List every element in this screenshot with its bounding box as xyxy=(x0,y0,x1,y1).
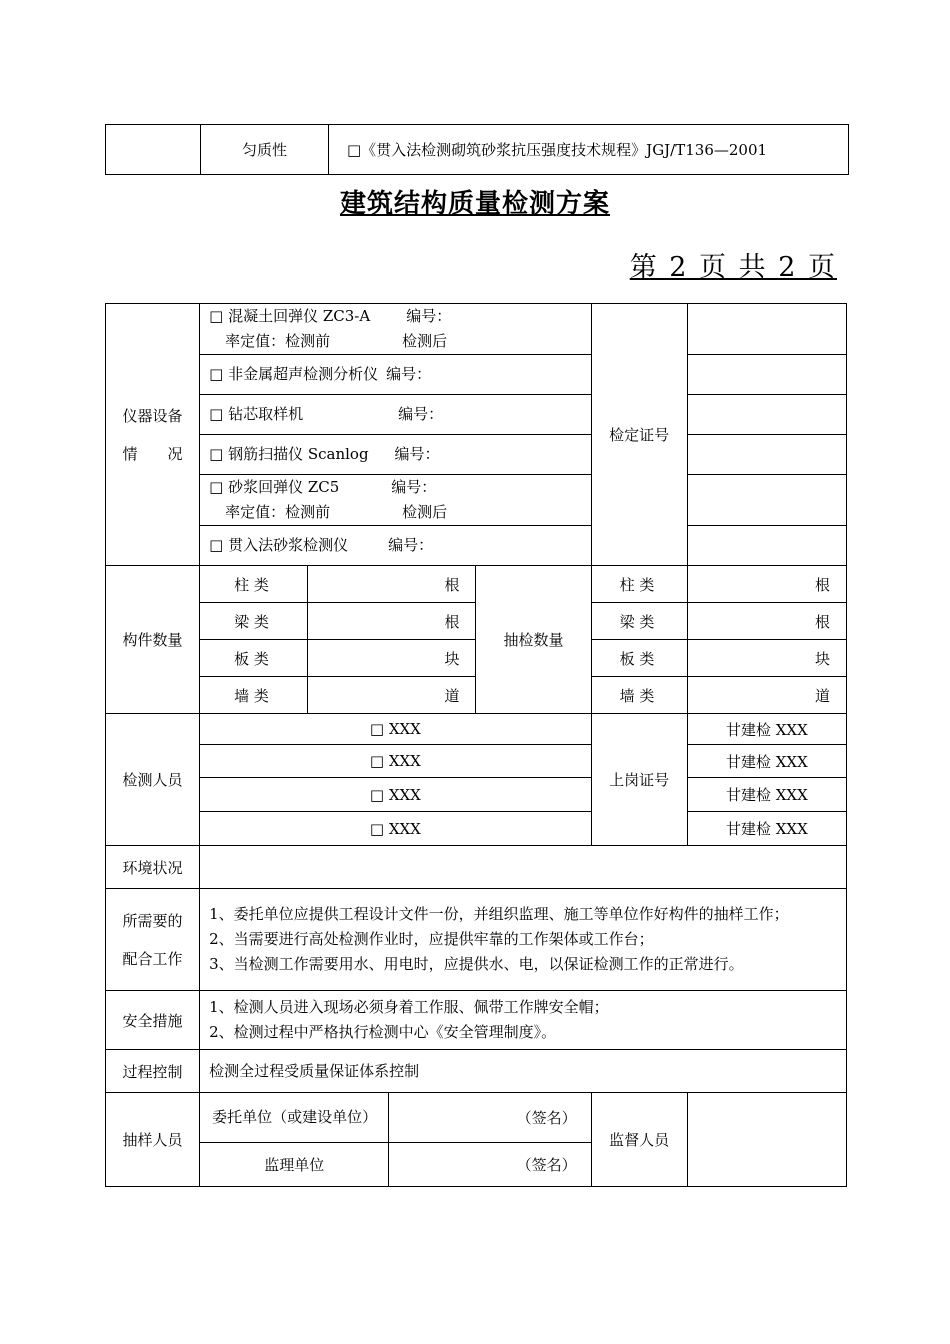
sample-count-cell[interactable]: 根 xyxy=(687,566,846,603)
component-count-cell[interactable]: 块 xyxy=(308,640,476,677)
safety-item: 1、检测人员进入现场必须身着工作服、佩带工作牌安全帽； xyxy=(209,998,609,1016)
equipment-item[interactable]: □ 非金属超声检测分析仪 编号： xyxy=(200,355,592,395)
sample-type: 梁 类 xyxy=(591,603,687,640)
work-permit-number[interactable]: 甘建检 XXX xyxy=(687,714,846,745)
sample-count-cell[interactable]: 块 xyxy=(687,640,846,677)
sample-count-cell[interactable]: 根 xyxy=(687,603,846,640)
sample-type: 板 类 xyxy=(591,640,687,677)
inspector-name[interactable]: □ XXX xyxy=(200,745,592,778)
calibration-cert-cell[interactable] xyxy=(687,475,846,526)
component-type: 板 类 xyxy=(200,640,308,677)
component-count-cell[interactable]: 道 xyxy=(308,677,476,714)
supervisor-label: 监督人员 xyxy=(591,1093,687,1187)
component-count-cell[interactable]: 根 xyxy=(308,603,476,640)
inspector-name[interactable]: □ XXX xyxy=(200,778,592,812)
equipment-label: 仪器设备 情 况 xyxy=(106,304,200,566)
component-type: 墙 类 xyxy=(200,677,308,714)
client-unit-label: 委托单位（或建设单位） xyxy=(200,1093,389,1143)
sample-type: 柱 类 xyxy=(591,566,687,603)
safety-label: 安全措施 xyxy=(106,991,200,1050)
inspection-plan-table xyxy=(105,303,847,1187)
cooperation-item: 1、委托单位应提供工程设计文件一份，并组织监理、施工等单位作好构件的抽样工作； xyxy=(209,905,789,923)
work-permit-label: 上岗证号 xyxy=(591,714,687,846)
supervision-unit-label: 监理单位 xyxy=(200,1143,389,1187)
work-permit-number[interactable]: 甘建检 XXX xyxy=(687,812,846,846)
top-continuation-table xyxy=(105,124,849,175)
calibration-cert-label: 检定证号 xyxy=(591,304,687,566)
safety-content xyxy=(200,991,847,1050)
calibration-cert-cell[interactable] xyxy=(687,435,846,475)
uniformity-label: 匀质性 xyxy=(201,125,329,175)
safety-item: 2、检测过程中严格执行检测中心《安全管理制度》。 xyxy=(209,1023,557,1041)
environment-value[interactable] xyxy=(200,846,847,889)
inspector-name[interactable]: □ XXX xyxy=(200,714,592,745)
blank-cell xyxy=(106,125,201,175)
cooperation-label: 所需要的 配合工作 xyxy=(106,889,200,991)
cooperation-item: 2、当需要进行高处检测作业时，应提供牢靠的工作架体或工作台； xyxy=(209,930,654,948)
inspector-name[interactable]: □ XXX xyxy=(200,812,592,846)
calibration-cert-cell[interactable] xyxy=(687,355,846,395)
component-quantity-label: 构件数量 xyxy=(106,566,200,714)
sample-quantity-label: 抽检数量 xyxy=(476,566,591,714)
equipment-item[interactable]: □ 砂浆回弹仪 ZC5 编号： 率定值：检测前 检测后 xyxy=(200,475,592,526)
component-count-cell[interactable]: 根 xyxy=(308,566,476,603)
component-type: 柱 类 xyxy=(200,566,308,603)
process-control-label: 过程控制 xyxy=(106,1050,200,1093)
equipment-item[interactable]: □ 钢筋扫描仪 Scanlog 编号： xyxy=(200,435,592,475)
uniformity-standard: □《贯入法检测砌筑砂浆抗压强度技术规程》JGJ/T136—2001 xyxy=(329,125,849,175)
calibration-cert-cell[interactable] xyxy=(687,526,846,566)
work-permit-number[interactable]: 甘建检 XXX xyxy=(687,745,846,778)
page-indicator: 第 2 页 共 2 页 xyxy=(629,252,837,283)
environment-label: 环境状况 xyxy=(106,846,200,889)
sampling-personnel-label: 抽样人员 xyxy=(106,1093,200,1187)
document-title: 建筑结构质量检测方案 xyxy=(339,189,610,219)
client-signature-cell[interactable]: （签名） xyxy=(389,1093,591,1143)
cooperation-item: 3、当检测工作需要用水、用电时，应提供水、电，以保证检测工作的正常进行。 xyxy=(209,955,744,973)
process-control-value: 检测全过程受质量保证体系控制 xyxy=(200,1050,847,1093)
equipment-item[interactable]: □ 混凝土回弹仪 ZC3-A 编号： 率定值：检测前 检测后 xyxy=(200,304,592,355)
equipment-item[interactable]: □ 钻芯取样机 编号： xyxy=(200,395,592,435)
calibration-cert-cell[interactable] xyxy=(687,395,846,435)
supervision-signature-cell[interactable]: （签名） xyxy=(389,1143,591,1187)
sample-type: 墙 类 xyxy=(591,677,687,714)
inspector-label: 检测人员 xyxy=(106,714,200,846)
component-type: 梁 类 xyxy=(200,603,308,640)
sample-count-cell[interactable]: 道 xyxy=(687,677,846,714)
uniformity-row xyxy=(106,125,849,175)
work-permit-number[interactable]: 甘建检 XXX xyxy=(687,778,846,812)
calibration-cert-cell[interactable] xyxy=(687,304,846,355)
supervisor-signature-cell[interactable] xyxy=(687,1093,846,1187)
equipment-item[interactable]: □ 贯入法砂浆检测仪 编号： xyxy=(200,526,592,566)
cooperation-content xyxy=(200,889,847,991)
